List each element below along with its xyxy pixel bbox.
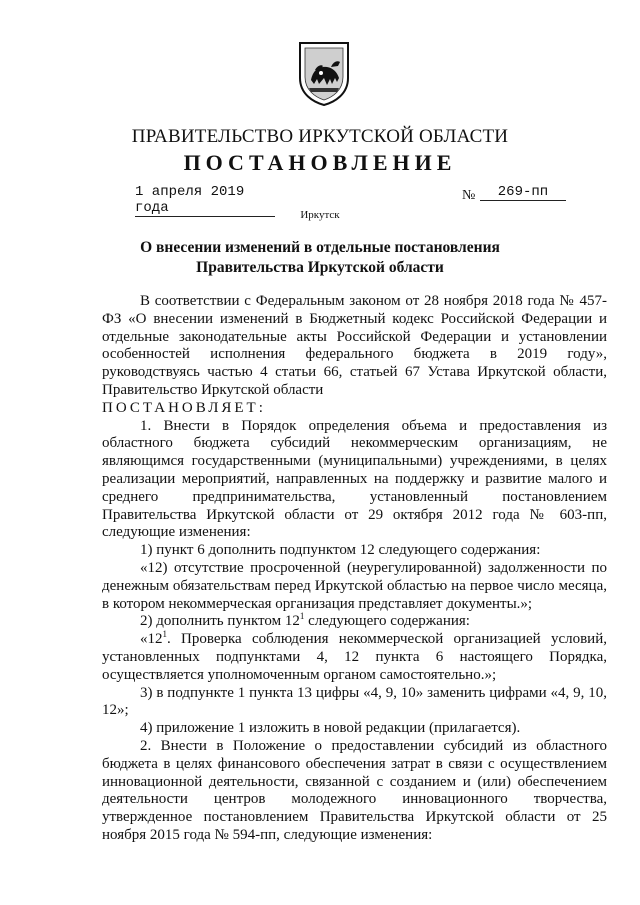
item-2: 2. Внести в Положение о предоставлении субсидий из областного бюджета в целях финансового обеспечения затрат в связи с осуществлением инновационной деятельности, связанной с созданием и (или) обеспечением деятельности центров молодежного инновационного творчества, утвержденное постановлением Правительства Иркутской области от 25 ноября 2015 года № 594-пп, следующие изменения: [102,737,607,843]
document-date: 1 апреля 2019 года [135,184,275,217]
resolves-heading: ПОСТАНОВЛЯЕТ: [102,399,266,416]
item-1-3: 3) в подпункте 1 пункта 13 цифры «4, 9, 10» заменить цифрами «4, 9, 10, 12»; [102,684,607,719]
item-1-1: 1) пункт 6 дополнить подпунктом 12 следующего содержания: [140,542,541,559]
document-title: О внесении изменений в отдельные постановления Правительства Иркутской области [140,239,500,276]
coat-of-arms-icon [297,40,351,106]
document-number: 269-пп [480,184,566,201]
preamble: В соответствии с Федеральным законом от 28 ноября 2018 года № 457-ФЗ «О внесении изменений в Бюджетный кодекс Российской Федерации и отдельные законодательные акты Российской Федерации и установлении особенностей исполнения федерального бюджета в 2019 году», руководствуясь частью 4 статьи 66, статьей 67 Устава Иркутской области, Правительство Иркутской области [102,293,607,398]
item-1: 1. Внести в Порядок определения объема и предоставления из областного бюджета субсидий некоммерческим организациям, не являющимся государственными (муниципальными) учреждениями, в целях реализации мероприятий, направленных на поддержку и развитие малого и среднего предпринимательства, установленный постановлением Правительства Иркутской области от 29 октября 2012 года № 603-пп, следующие изменения: [102,417,607,541]
item-1-4: 4) приложение 1 изложить в новой редакции (прилагается). [140,720,521,737]
item-1-2-text: «$12^1$. Проверка соблюдения некоммерческой организацией условий, установленных подпунктами 4, 12 пункта 6 настоящего Порядка, осуществляется уполномоченным органом самостоятельно.»; [102,629,607,683]
item-1-1-text: «12) отсутствие просроченной (неурегулированной) задолженности по денежным обязательствам перед Иркутской областью на первое число месяца, в котором некоммерческая организация представляет документы.»; [102,559,607,612]
document-body [102,293,607,845]
number-label: № [462,188,476,203]
city: Иркутск [300,209,340,221]
government-name: ПРАВИТЕЛЬСТВО ИРКУТСКОЙ ОБЛАСТИ [131,126,509,147]
document-type: ПОСТАНОВЛЕНИЕ [183,150,457,175]
item-1-2: 2) дополнить пунктом $12^1$ следующего содержания: [140,611,470,630]
